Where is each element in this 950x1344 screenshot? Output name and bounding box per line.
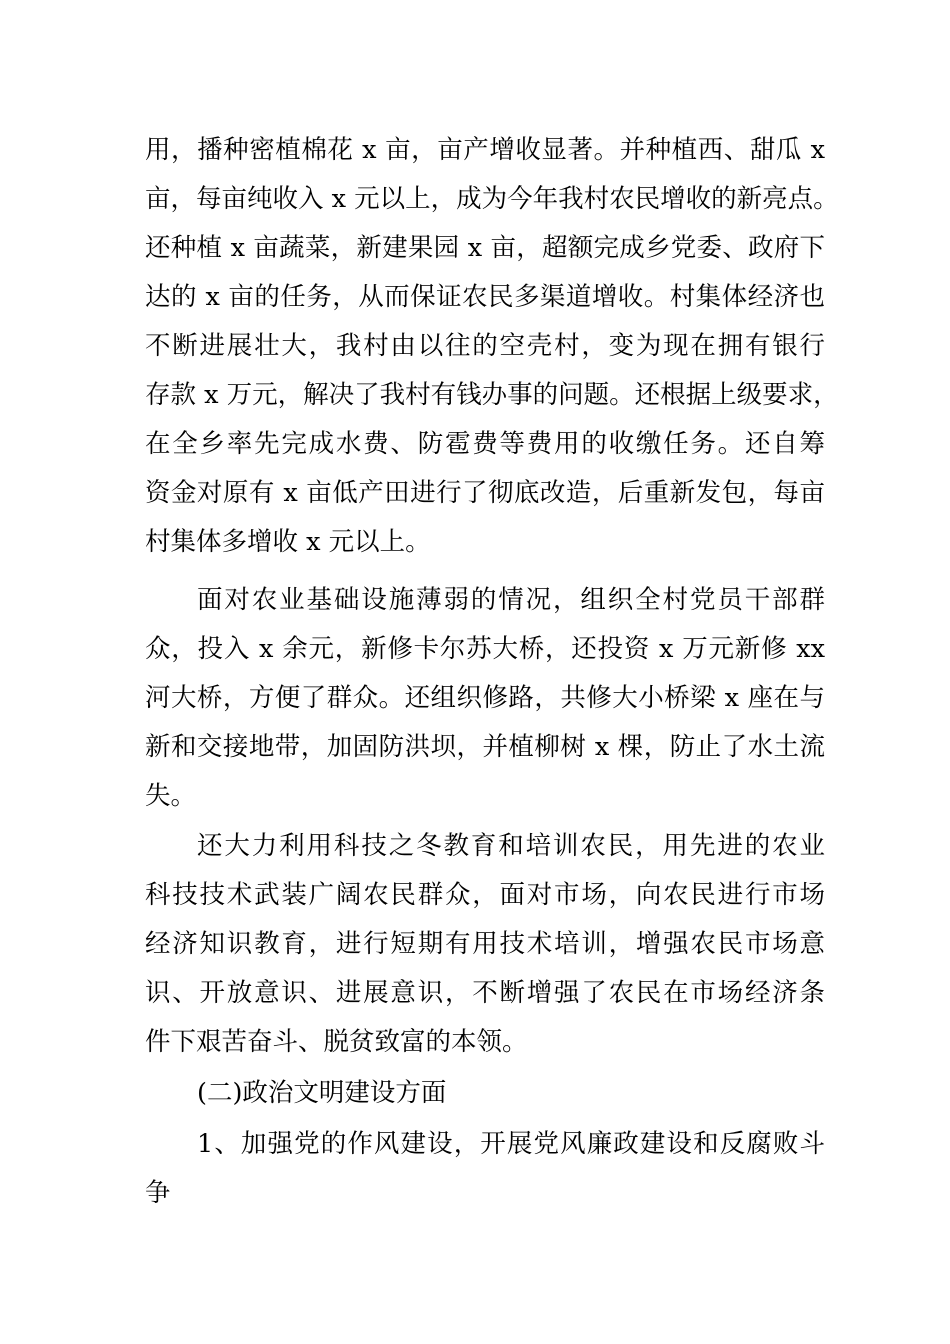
text-line: 失。 [145,781,197,811]
text-line: 亩，每亩纯收入 x 元以上，成为今年我村农民增收的新亮点。 [145,184,839,214]
text-line: 还种植 x 亩蔬菜，新建果园 x 亩，超额完成乡党委、政府下 [145,233,825,263]
text-line: 识、开放意识、进展意识，不断增强了农民在市场经济条 [145,978,825,1008]
section-heading: (二)政治文明建设方面 [197,1078,447,1108]
text-line: 众，投入 x 余元，新修卡尔苏大桥，还投资 x 万元新修 xx [145,634,825,664]
text-line: 新和交接地带，加固防洪坝，并植柳树 x 棵，防止了水土流 [145,732,825,762]
paragraph-first-line: 面对农业基础设施薄弱的情况，组织全村党员干部群 [197,585,825,615]
paragraph-first-line: 1、加强党的作风建设，开展党风廉政建设和反腐败斗 [197,1129,825,1159]
text-line: 村集体多增收 x 元以上。 [145,527,431,557]
text-line: 用，播种密植棉花 x 亩，亩产增收显著。并种植西、甜瓜 x [145,135,825,165]
text-line: 件下艰苦奋斗、脱贫致富的本领。 [145,1027,528,1057]
text-line: 经济知识教育，进行短期有用技术培训，增强农民市场意 [145,929,825,959]
text-line: 科技技术武装广阔农民群众，面对市场，向农民进行市场 [145,880,825,910]
text-line: 河大桥，方便了群众。还组织修路，共修大小桥梁 x 座在与 [145,683,825,713]
text-line: 在全乡率先完成水费、防雹费等费用的收缴任务。还自筹 [145,429,825,459]
text-line: 争 [145,1178,171,1208]
text-line: 不断进展壮大，我村由以往的空壳村，变为现在拥有银行 [145,331,825,361]
text-line: 存款 x 万元，解决了我村有钱办事的问题。还根据上级要求， [145,380,839,410]
paragraph-first-line: 还大力利用科技之冬教育和培训农民，用先进的农业 [197,831,825,861]
text-line: 资金对原有 x 亩低产田进行了彻底改造，后重新发包，每亩 [145,478,825,508]
text-line: 达的 x 亩的任务，从而保证农民多渠道增收。村集体经济也 [145,282,825,312]
